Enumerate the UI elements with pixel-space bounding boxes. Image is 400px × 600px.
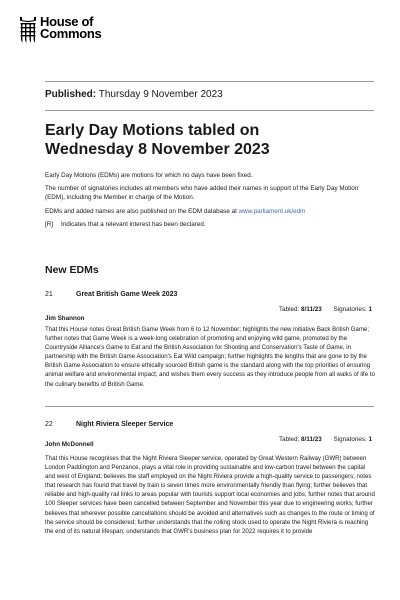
edm-motion-text: That this House recognises that the Night Riviera Sleeper service, operated by Great Western Railway (GWR) between London Paddington and Penzance, plays a vital role in providing sustainable and low-carbon travel between the capital and west of England; believes the staff employed on the Night Riviera provide a high-quality service to passengers; notes that research has found that travel by train is seven times more environmentally friendly than flying; further believes that reliable and high-quality rail links to areas popular with tourists support local economies and jobs; further notes that around 100 Sleeper services have been cancelled between September and November this year due to engineering works; further believes that wherever possible cancellations should be avoided and alternatives such as changes to the route or timing of the service should be considered; further understands that the rolling stock used to operate the Night Riviera is reaching the end of its natural lifespan; understands that GWR's business plan for 2022 requires it to provide bbox=[45, 455, 375, 535]
tabled-label: Tabled: bbox=[278, 306, 300, 313]
intro-paragraph-3 bbox=[45, 207, 375, 216]
signatories-label: Signatories: bbox=[333, 306, 367, 313]
edm-number: 22 bbox=[45, 421, 53, 428]
relevant-interest-flag: [R] bbox=[45, 220, 54, 228]
logo-line-2: Commons bbox=[40, 26, 102, 41]
edm-database-text: EDMs and added names are also published on the EDM database at bbox=[45, 207, 239, 215]
edm-sponsor: John McDonnell bbox=[45, 441, 94, 448]
signatories-count: 1 bbox=[368, 436, 372, 443]
intro-text bbox=[45, 171, 375, 233]
title-line-2: Wednesday 8 November 2023 bbox=[45, 141, 270, 158]
intro-paragraph-1: Early Day Motions (EDMs) are motions for which no days have been fixed. bbox=[45, 172, 253, 179]
tabled-label: Tabled: bbox=[278, 436, 300, 443]
title-line-1: Early Day Motions tabled on bbox=[45, 122, 260, 139]
portcullis-icon bbox=[19, 17, 37, 43]
edm-heading bbox=[45, 290, 177, 299]
published-date: Thursday 9 November 2023 bbox=[98, 89, 223, 100]
page-title bbox=[45, 121, 375, 159]
edm-title: Night Riviera Sleeper Service bbox=[76, 421, 174, 428]
house-of-commons-logo bbox=[19, 16, 101, 43]
section-heading: New EDMs bbox=[45, 264, 99, 276]
relevant-interest-note: Indicates that a relevant interest has been declared. bbox=[61, 220, 206, 228]
edm-number: 21 bbox=[45, 291, 53, 298]
edm-motion-text: That this House notes Great British Game Week from 6 to 12 November; highlights the new initiative Back British Game; further notes that Game Week is a week-long celebration of promoting and enjoying wild game, promoted by the Countryside Alliance's Game to Eat and the British Association for Shooting and Conservation's Taste of Game, in partnership with the British Game Association's Eat Wild campaign; further highlights the lengths that are gone to by the British Game Association to ensure ethically sourced British game is the standard along with the top priorities of ensuring animal welfare and environmental impact; and wishes them every success as they introduce people from all walks of life to the culinary benefits of British Game. bbox=[45, 326, 375, 388]
published-label: Published: bbox=[45, 89, 97, 100]
edm-divider bbox=[45, 406, 374, 407]
intro-paragraph-2: The number of signatories includes all members who have added their names in support of the Early Day Motion (EDM), including the Member in charge of the Motion. bbox=[45, 185, 359, 202]
edm-tabled-info bbox=[279, 435, 372, 444]
title-divider bbox=[45, 110, 374, 111]
published-line bbox=[45, 89, 223, 101]
edm-title: Great British Game Week 2023 bbox=[76, 291, 178, 298]
edm-heading bbox=[45, 420, 173, 429]
logo-line-1: House of bbox=[40, 14, 94, 29]
top-divider bbox=[45, 81, 374, 82]
intro-paragraph-4 bbox=[45, 220, 375, 229]
edm-database-link[interactable]: www.parliament.uk/edm bbox=[238, 207, 306, 215]
tabled-date: 8/11/23 bbox=[301, 306, 322, 313]
tabled-date: 8/11/23 bbox=[301, 436, 322, 443]
edm-meta bbox=[45, 305, 375, 323]
edm-meta bbox=[45, 435, 375, 453]
edm-tabled-info bbox=[279, 305, 372, 314]
signatories-count: 1 bbox=[368, 306, 372, 313]
edm-sponsor: Jim Shannon bbox=[45, 315, 85, 322]
signatories-label: Signatories: bbox=[333, 436, 367, 443]
